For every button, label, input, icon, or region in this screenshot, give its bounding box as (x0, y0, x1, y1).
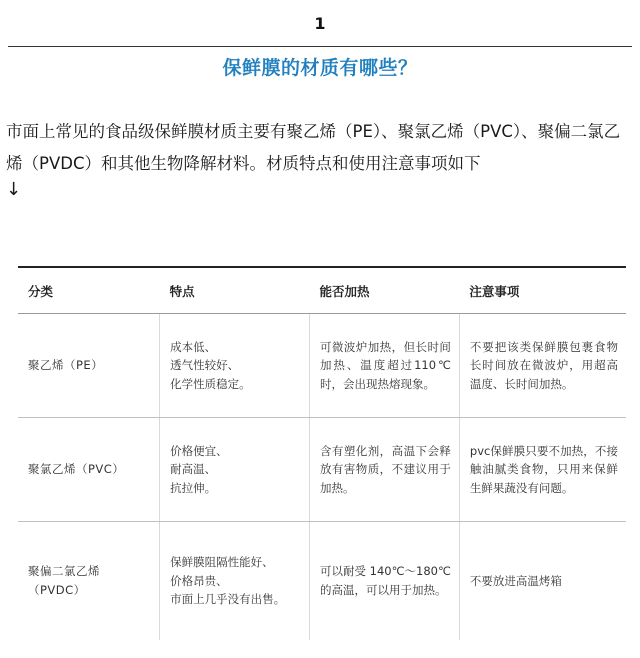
article-title: 保鲜膜的材质有哪些？ (222, 57, 418, 79)
title-divider (8, 46, 632, 47)
material-table (18, 266, 626, 640)
intro-paragraph (6, 116, 636, 200)
section-number: 1 (314, 14, 326, 33)
down-arrow-icon: ↓ (6, 179, 22, 200)
row-category: 聚偏二氯乙烯（PVDC） (28, 564, 100, 597)
table-header-row (18, 267, 626, 314)
header-category: 分类 (18, 267, 160, 314)
header-heating: 能否加热 (309, 267, 459, 314)
feature-line: 保鲜膜阻隔性能好、 (170, 555, 274, 569)
table-row (18, 522, 626, 640)
row-features (160, 522, 310, 640)
row-heating: 含有塑化剂，高温下会释放有害物质，不建议用于加热。 (309, 418, 459, 522)
row-heating: 可微波炉加热，但长时间加热、温度超过110℃时，会出现热熔现象。 (309, 314, 459, 418)
feature-line: 价格昂贵、 (170, 573, 228, 588)
intro-text: 市面上常见的食品级保鲜膜材质主要有聚乙烯（PE）、聚氯乙烯（PVC）、聚偏二氯乙烯（PVDC）和其他生物降解材料。材质特点和使用注意事项如下 (6, 122, 621, 173)
table-row (18, 418, 626, 522)
row-category: 聚氯乙烯（PVC） (18, 418, 160, 522)
feature-line: 市面上几乎没有出售。 (170, 592, 286, 606)
feature-line: 透气性较好、 (170, 358, 240, 373)
header-features: 特点 (160, 267, 310, 314)
row-features (160, 314, 310, 418)
table-row (18, 314, 626, 418)
row-notes: pvc保鲜膜只要不加热，不接触油腻类食物，只用来保鲜生鲜果蔬没有问题。 (459, 418, 626, 522)
feature-line: 耐高温、 (170, 462, 217, 477)
header-notes: 注意事项 (459, 267, 626, 314)
row-features (160, 418, 310, 522)
feature-line: 化学性质稳定。 (170, 376, 251, 391)
feature-line: 成本低、 (170, 339, 217, 354)
row-notes: 不要把该类保鲜膜包裹食物长时间放在微波炉，用超高温度、长时间加热。 (459, 314, 626, 418)
row-heating: 可以耐受 140℃～180℃的高温，可以用于加热。 (309, 522, 459, 640)
row-category: 聚乙烯（PE） (18, 314, 160, 418)
feature-line: 价格便宜、 (170, 443, 228, 458)
row-notes: 不要放进高温烤箱 (459, 522, 626, 640)
feature-line: 抗拉伸。 (170, 480, 217, 495)
